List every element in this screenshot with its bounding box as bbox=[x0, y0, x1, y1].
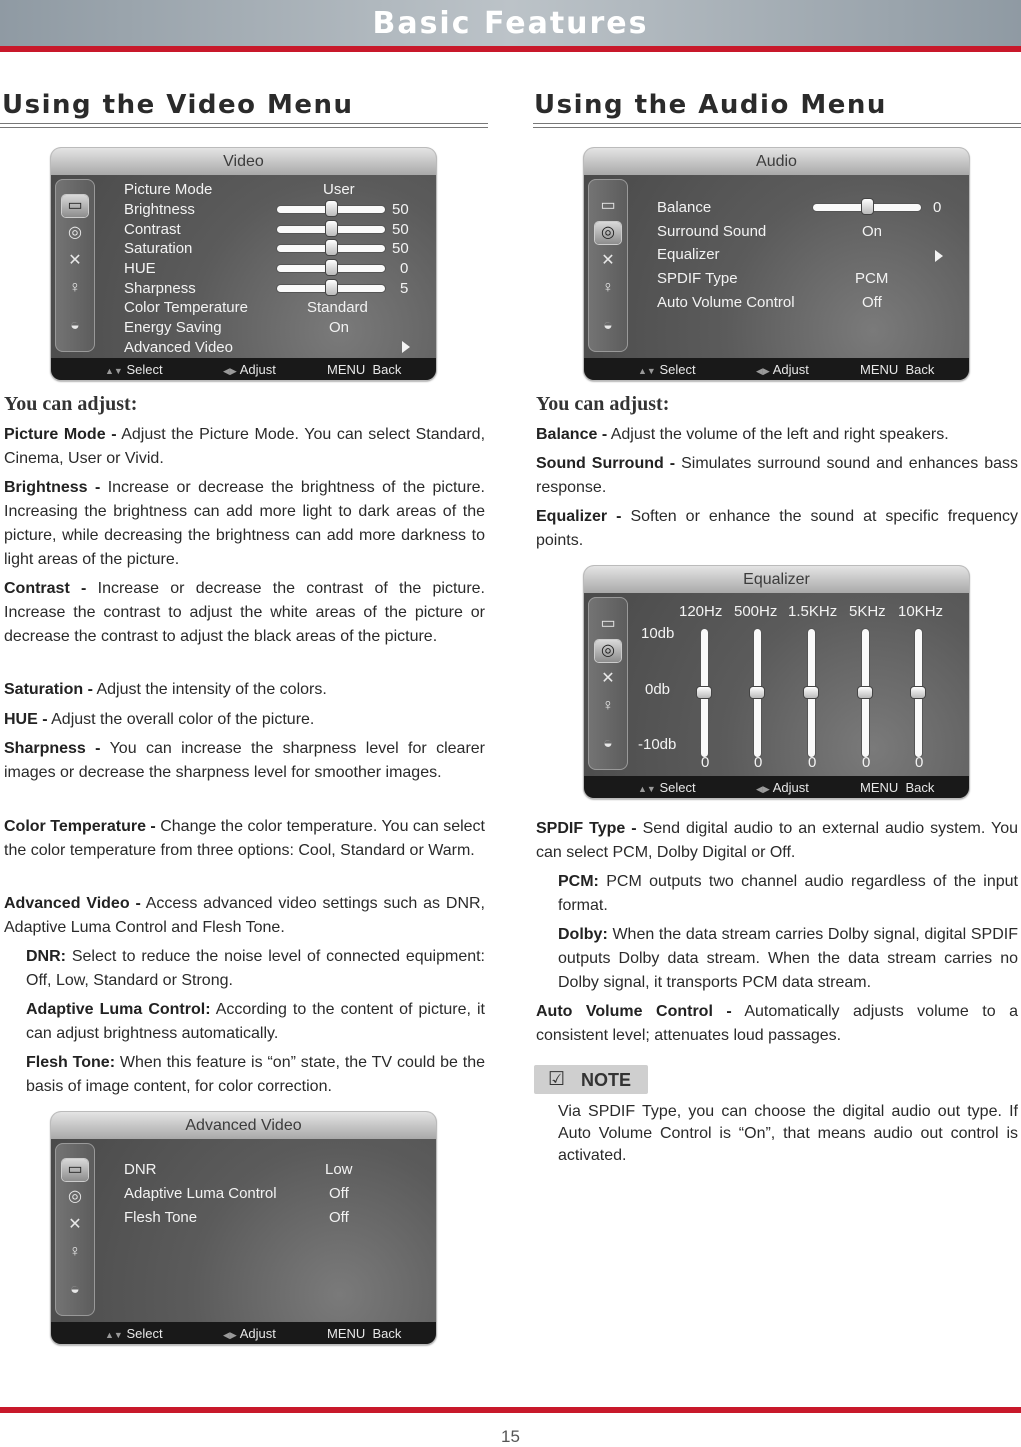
audio-menu-icon-column bbox=[588, 179, 628, 352]
pcm-description bbox=[558, 870, 1018, 918]
eq-db-label: 0db bbox=[645, 681, 671, 698]
adaptive-luma-text: According to the content of picture, it can adjust brightness automatically. bbox=[26, 1001, 486, 1042]
sharpness-text: You can increase the sharpness level for clearer images or decrease the sharpness level for smoother images. bbox=[4, 740, 485, 781]
page-number: 15 bbox=[501, 1427, 520, 1446]
eq-value: 0 bbox=[915, 754, 924, 771]
dnr-value: Low bbox=[325, 1161, 353, 1178]
footer-menu-label: MENU bbox=[860, 362, 899, 377]
video-menu-icon-column bbox=[55, 179, 95, 352]
equalizer-description bbox=[536, 505, 1018, 553]
left-right-arrow-icon: ◀▶ bbox=[223, 1330, 237, 1340]
advanced-video-term: Advanced Video - bbox=[4, 895, 141, 912]
up-down-arrow-icon: ▲▼ bbox=[638, 784, 656, 794]
advanced-video-menu-title: Advanced Video bbox=[51, 1112, 436, 1139]
checkbox-pencil-icon: ☑ bbox=[548, 1069, 566, 1090]
chevron-right-icon[interactable] bbox=[935, 250, 943, 262]
footer-menu-label: MENU bbox=[327, 362, 366, 377]
dolby-text: When the data stream carries Dolby signal, digital SPDIF outputs Dolby data stream. When the data stream carries no Dolby signal, it transports PCM data stream. bbox=[558, 926, 1018, 991]
equalizer-menu bbox=[584, 566, 969, 798]
footer-menu-label: MENU bbox=[860, 780, 899, 795]
eq-slider-500hz[interactable] bbox=[754, 629, 761, 757]
picture-mode-value: User bbox=[323, 181, 355, 198]
adaptive-luma-control-label[interactable]: Adaptive Luma Control bbox=[124, 1185, 277, 1202]
footer-back-label: Back bbox=[905, 780, 935, 795]
saturation-value: 50 bbox=[392, 240, 409, 257]
audio-icon[interactable]: ◎ bbox=[68, 224, 82, 241]
dnr-term: DNR: bbox=[26, 948, 66, 965]
color-temperature-label[interactable]: Color Temperature bbox=[124, 299, 248, 316]
energy-saving-label[interactable]: Energy Saving bbox=[124, 319, 222, 336]
video-you-can-adjust-heading: You can adjust: bbox=[4, 393, 138, 415]
video-menu-title: Video bbox=[51, 148, 436, 175]
balance-term: Balance - bbox=[536, 426, 608, 443]
eq-slider-knob[interactable] bbox=[911, 687, 925, 698]
audio-title-rule bbox=[533, 123, 1021, 128]
setup-icon[interactable]: ✕ bbox=[68, 252, 82, 269]
setup-icon[interactable]: ✕ bbox=[601, 252, 615, 269]
brightness-text: Increase or decrease the brightness of the picture. Increasing the brightness can add more light to dark areas of the picture, while decreasing the brightness can add more darkness to light areas of the picture. bbox=[4, 479, 486, 568]
eq-slider-10khz[interactable] bbox=[915, 629, 922, 757]
auto-volume-text: Automatically adjusts volume to a consistent level; attenuates loud passages. bbox=[536, 1003, 1018, 1044]
sharpness-slider[interactable] bbox=[277, 285, 385, 292]
picture-icon[interactable]: ▭ bbox=[600, 615, 616, 632]
balance-slider[interactable] bbox=[813, 204, 921, 211]
footer-select-label: Select bbox=[659, 362, 696, 377]
sharpness-value: 5 bbox=[400, 280, 409, 297]
equalizer-term: Equalizer - bbox=[536, 508, 622, 525]
spdif-type-description bbox=[536, 817, 1018, 865]
sound-surround-term: Sound Surround - bbox=[536, 455, 676, 472]
hue-description bbox=[4, 708, 485, 732]
saturation-term: Saturation - bbox=[4, 681, 93, 698]
channel-icon[interactable]: ◒ bbox=[603, 735, 613, 752]
auto-volume-description bbox=[536, 1000, 1018, 1048]
hue-value: 0 bbox=[400, 260, 409, 277]
video-menu bbox=[51, 148, 436, 380]
color-temperature-term: Color Temperature - bbox=[4, 818, 156, 835]
eq-db-label: -10db bbox=[638, 736, 677, 753]
channel-icon[interactable]: ◒ bbox=[603, 317, 613, 334]
chevron-right-icon[interactable] bbox=[402, 341, 410, 353]
balance-description bbox=[536, 423, 1018, 447]
balance-slider-knob[interactable] bbox=[862, 199, 873, 214]
channel-icon[interactable]: ◒ bbox=[70, 317, 80, 334]
energy-saving-value: On bbox=[329, 319, 350, 336]
page-header-title: Basic Features bbox=[372, 6, 649, 41]
eq-value: 0 bbox=[862, 754, 871, 771]
advanced-menu-icon-column bbox=[55, 1143, 95, 1316]
saturation-text: Adjust the intensity of the colors. bbox=[92, 681, 327, 698]
audio-menu-footer bbox=[584, 358, 969, 380]
note-badge bbox=[534, 1065, 648, 1094]
brightness-slider-knob[interactable] bbox=[326, 201, 337, 216]
spdif-type-term: SPDIF Type - bbox=[536, 820, 637, 837]
surround-sound-value: On bbox=[862, 223, 883, 240]
sharpness-term: Sharpness - bbox=[4, 740, 101, 757]
header-bar bbox=[0, 0, 1021, 46]
color-temperature-text: Change the color temperature. You can select the color temperature from three options: Cool, Standard or Warm. bbox=[4, 818, 485, 859]
header-red-line bbox=[0, 46, 1021, 52]
sharpness-label[interactable]: Sharpness bbox=[124, 280, 196, 297]
sharpness-slider-knob[interactable] bbox=[326, 280, 337, 295]
footer-select-label: Select bbox=[126, 1326, 163, 1341]
picture-icon[interactable]: ▭ bbox=[600, 197, 616, 214]
spdif-type-value: PCM bbox=[855, 270, 889, 287]
note-text: Via SPDIF Type, you can choose the digital audio out type. If Auto Volume Control is “On”, that means audio out control is activated. bbox=[558, 1103, 1018, 1164]
eq-band-label: 1.5KHz bbox=[788, 603, 838, 620]
hue-slider-knob[interactable] bbox=[326, 260, 337, 275]
adaptive-luma-description bbox=[26, 998, 485, 1046]
brightness-term: Brightness - bbox=[4, 479, 101, 496]
video-menu-footer bbox=[51, 358, 436, 380]
footer-select-label: Select bbox=[659, 780, 696, 795]
sound-surround-description bbox=[536, 452, 1018, 500]
left-right-arrow-icon: ◀▶ bbox=[756, 366, 770, 376]
sharpness-description bbox=[4, 737, 485, 785]
adaptive-luma-control-value: Off bbox=[329, 1185, 349, 1202]
eq-slider-knob[interactable] bbox=[858, 687, 872, 698]
audio-menu bbox=[584, 148, 969, 380]
equalizer-label[interactable]: Equalizer bbox=[657, 246, 720, 263]
equalizer-text: Soften or enhance the sound at specific frequency points. bbox=[536, 508, 1019, 549]
footer-red-line bbox=[0, 1407, 1021, 1413]
balance-text: Adjust the volume of the left and right speakers. bbox=[607, 426, 949, 443]
auto-volume-term: Auto Volume Control - bbox=[536, 1003, 732, 1020]
equalizer-menu-footer bbox=[584, 776, 969, 798]
advanced-video-text: Access advanced video settings such as DNR, Adaptive Luma Control and Flesh Tone. bbox=[4, 895, 486, 936]
lock-icon[interactable]: ♀ bbox=[69, 279, 81, 296]
flesh-tone-value: Off bbox=[329, 1209, 349, 1226]
hue-slider[interactable] bbox=[277, 265, 385, 272]
left-right-arrow-icon: ◀▶ bbox=[223, 366, 237, 376]
eq-db-label: 10db bbox=[641, 625, 675, 642]
equalizer-menu-icon-column bbox=[588, 597, 628, 770]
spdif-type-text: Send digital audio to an external audio system. You can select PCM, Dolby Digital or Off. bbox=[536, 820, 1018, 861]
picture-mode-term: Picture Mode - bbox=[4, 426, 117, 443]
brightness-label[interactable]: Brightness bbox=[124, 201, 195, 218]
lock-icon[interactable]: ♀ bbox=[602, 697, 614, 714]
picture-icon[interactable]: ▭ bbox=[62, 1159, 88, 1181]
hue-term: HUE - bbox=[4, 711, 48, 728]
dolby-description bbox=[558, 923, 1018, 995]
setup-icon[interactable]: ✕ bbox=[601, 670, 615, 687]
contrast-slider-knob[interactable] bbox=[326, 221, 337, 236]
hue-text: Adjust the overall color of the picture. bbox=[47, 711, 315, 728]
eq-band-label: 5KHz bbox=[849, 603, 886, 620]
contrast-term: Contrast - bbox=[4, 580, 87, 597]
eq-value: 0 bbox=[701, 754, 710, 771]
channel-icon[interactable]: ◒ bbox=[70, 1281, 80, 1298]
eq-slider-5khz[interactable] bbox=[862, 629, 869, 757]
saturation-label[interactable]: Saturation bbox=[124, 240, 193, 257]
audio-icon[interactable]: ◎ bbox=[595, 640, 621, 662]
audio-menu-title: Audio bbox=[584, 148, 969, 175]
left-right-arrow-icon: ◀▶ bbox=[756, 784, 770, 794]
footer-back-label: Back bbox=[905, 362, 935, 377]
flesh-tone-text: When this feature is “on” state, the TV could be the basis of image content, for color correction. bbox=[26, 1054, 486, 1095]
saturation-slider[interactable] bbox=[277, 245, 385, 252]
up-down-arrow-icon: ▲▼ bbox=[638, 366, 656, 376]
up-down-arrow-icon: ▲▼ bbox=[105, 366, 123, 376]
surround-sound-label[interactable]: Surround Sound bbox=[657, 223, 767, 240]
video-section-title: Using the Video Menu bbox=[2, 90, 354, 120]
eq-slider-knob[interactable] bbox=[750, 687, 764, 698]
contrast-slider[interactable] bbox=[277, 226, 385, 233]
dnr-text: Select to reduce the noise level of connected equipment: Off, Low, Standard or Strong. bbox=[26, 948, 485, 989]
dnr-description bbox=[26, 945, 485, 993]
contrast-label[interactable]: Contrast bbox=[124, 221, 181, 238]
audio-icon[interactable]: ◎ bbox=[68, 1188, 82, 1205]
eq-value: 0 bbox=[754, 754, 763, 771]
footer-select-label: Select bbox=[126, 362, 163, 377]
flesh-tone-label[interactable]: Flesh Tone bbox=[124, 1209, 198, 1226]
sound-surround-text: Simulates surround sound and enhances bass response. bbox=[536, 455, 1018, 496]
picture-mode-label[interactable]: Picture Mode bbox=[124, 181, 213, 198]
dnr-label[interactable]: DNR bbox=[124, 1161, 157, 1178]
lock-icon[interactable]: ♀ bbox=[69, 1243, 81, 1260]
eq-slider-120hz[interactable] bbox=[701, 629, 708, 757]
balance-label[interactable]: Balance bbox=[657, 199, 712, 216]
footer-adjust-label: Adjust bbox=[772, 780, 809, 795]
advanced-menu-footer bbox=[51, 1322, 436, 1344]
pcm-term: PCM: bbox=[558, 873, 599, 890]
eq-slider-1-5khz[interactable] bbox=[808, 629, 815, 757]
footer-back-label: Back bbox=[372, 1326, 402, 1341]
color-temperature-value: Standard bbox=[307, 299, 368, 316]
eq-slider-knob[interactable] bbox=[804, 687, 818, 698]
brightness-description bbox=[4, 476, 485, 572]
auto-volume-control-label[interactable]: Auto Volume Control bbox=[657, 294, 795, 311]
brightness-slider[interactable] bbox=[277, 206, 385, 213]
flesh-tone-term: Flesh Tone: bbox=[26, 1054, 116, 1071]
advanced-video-menu bbox=[51, 1112, 436, 1344]
auto-volume-control-value: Off bbox=[862, 294, 882, 311]
footer-adjust-label: Adjust bbox=[239, 1326, 276, 1341]
lock-icon[interactable]: ♀ bbox=[602, 279, 614, 296]
footer-menu-label: MENU bbox=[327, 1326, 366, 1341]
eq-slider-knob[interactable] bbox=[697, 687, 711, 698]
advanced-video-description bbox=[4, 892, 485, 940]
adaptive-luma-term: Adaptive Luma Control: bbox=[26, 1001, 211, 1018]
brightness-value: 50 bbox=[392, 201, 409, 218]
saturation-description bbox=[4, 678, 485, 702]
contrast-value: 50 bbox=[392, 221, 409, 238]
picture-mode-text: Adjust the Picture Mode. You can select Standard, Cinema, User or Vivid. bbox=[4, 426, 486, 467]
contrast-text: Increase or decrease the contrast of the picture. Increase the contrast to adjust the white areas of the picture or decrease the contrast to adjust the black areas of the picture. bbox=[4, 580, 486, 645]
dolby-term: Dolby: bbox=[558, 926, 608, 943]
eq-band-label: 120Hz bbox=[679, 603, 723, 620]
color-temperature-description bbox=[4, 815, 485, 863]
flesh-tone-description bbox=[26, 1051, 485, 1099]
note-label: NOTE bbox=[581, 1070, 632, 1090]
footer-adjust-label: Adjust bbox=[772, 362, 809, 377]
setup-icon[interactable]: ✕ bbox=[68, 1216, 82, 1233]
spdif-type-label[interactable]: SPDIF Type bbox=[657, 270, 738, 287]
audio-you-can-adjust-heading: You can adjust: bbox=[536, 393, 670, 415]
up-down-arrow-icon: ▲▼ bbox=[105, 1330, 123, 1340]
audio-section-title: Using the Audio Menu bbox=[534, 90, 887, 120]
equalizer-menu-title: Equalizer bbox=[584, 566, 969, 593]
footer-back-label: Back bbox=[372, 362, 402, 377]
audio-icon[interactable]: ◎ bbox=[595, 222, 621, 244]
saturation-slider-knob[interactable] bbox=[326, 240, 337, 255]
eq-value: 0 bbox=[808, 754, 817, 771]
hue-label[interactable]: HUE bbox=[124, 260, 156, 277]
contrast-description bbox=[4, 577, 485, 649]
pcm-text: PCM outputs two channel audio regardless of the input format. bbox=[558, 873, 1018, 914]
eq-band-label: 500Hz bbox=[734, 603, 778, 620]
video-title-rule bbox=[0, 123, 488, 128]
eq-band-label: 10KHz bbox=[898, 603, 944, 620]
footer-adjust-label: Adjust bbox=[239, 362, 276, 377]
picture-icon[interactable]: ▭ bbox=[62, 195, 88, 217]
balance-value: 0 bbox=[933, 199, 942, 216]
picture-mode-description bbox=[4, 423, 485, 471]
advanced-video-label[interactable]: Advanced Video bbox=[124, 339, 233, 356]
